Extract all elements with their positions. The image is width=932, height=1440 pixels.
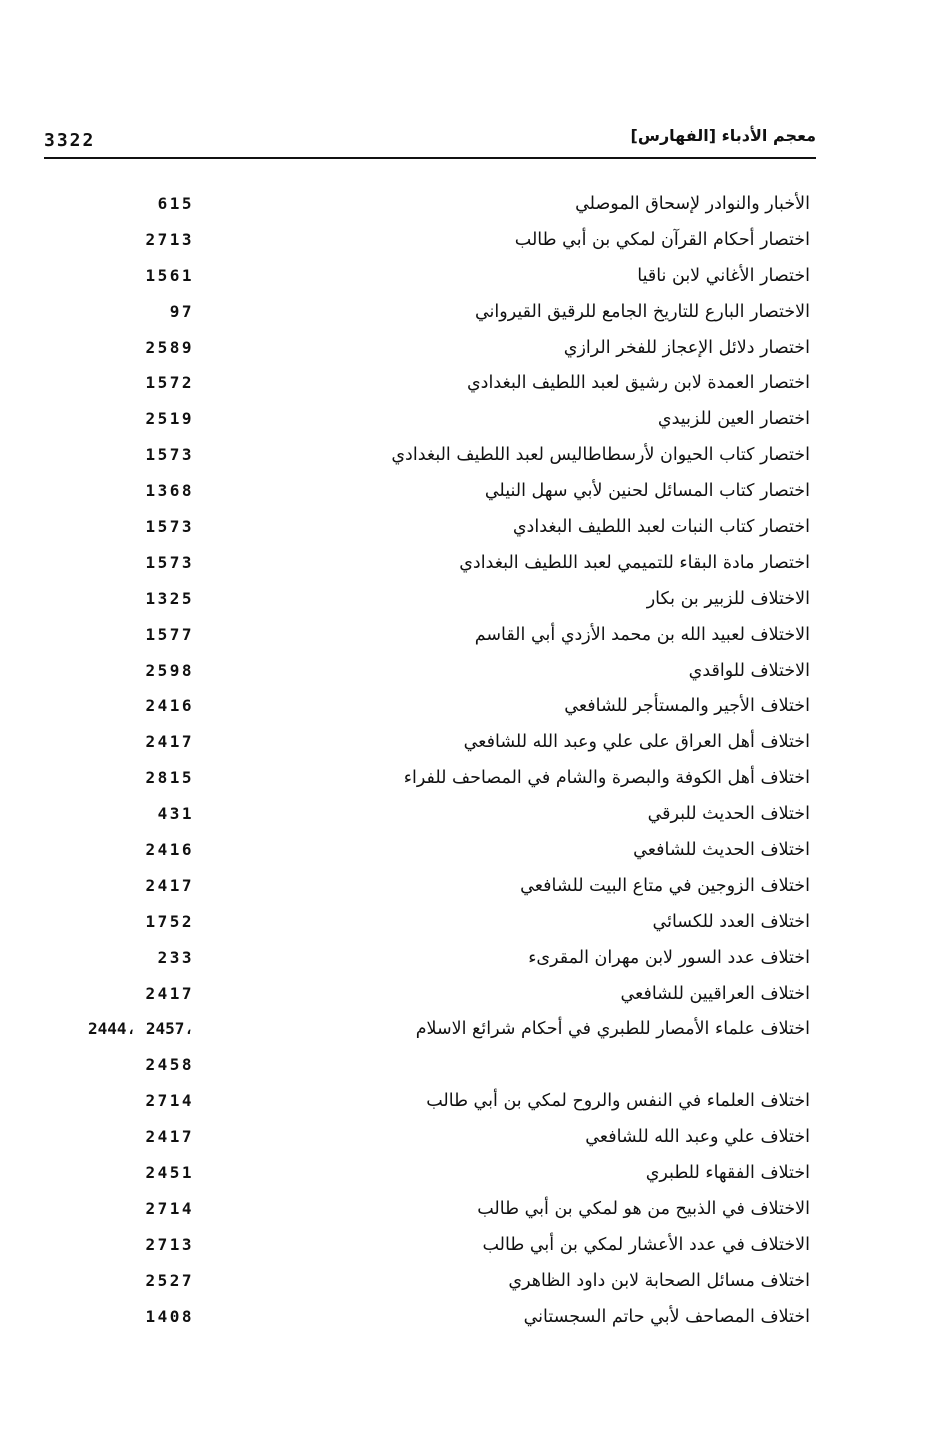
entry-title: اختصار دلائل الإعجاز للفخر الرازي <box>563 337 810 358</box>
entry-title: اختلاف المصاحف لأبي حاتم السجستاني <box>523 1306 810 1327</box>
entry-title: اختلاف العدد للكسائي <box>652 911 810 932</box>
entry-title: الاختلاف في عدد الأعشار لمكي بن أبي طالب <box>482 1234 810 1255</box>
page-reference: 2416 <box>145 840 194 860</box>
entry-pages <box>145 904 194 940</box>
page-reference: 2589 <box>145 337 194 357</box>
entry-title: اختصار كتاب النبات لعبد اللطيف البغدادي <box>512 517 810 538</box>
page-reference: 233 <box>157 947 194 967</box>
entry-pages <box>145 1119 194 1155</box>
entry-pages <box>145 868 194 904</box>
entry-pages <box>145 222 194 258</box>
index-entry <box>44 1299 816 1335</box>
entry-pages <box>158 186 194 222</box>
entry-title: اختصار كتاب الحيوان لأرسطاطاليس لعبد اللطيف البغدادي <box>391 445 810 466</box>
index-entry <box>44 294 816 330</box>
page-number: 3322 <box>44 130 96 151</box>
page-reference: 1752 <box>145 911 194 931</box>
entry-pages <box>88 1011 194 1083</box>
entry-pages <box>145 1227 194 1263</box>
index-entry <box>44 401 816 437</box>
page-reference: 2451 <box>145 1163 194 1183</box>
entry-pages <box>145 1083 194 1119</box>
page-reference: 2713 <box>145 1234 194 1254</box>
entry-pages <box>145 976 194 1012</box>
entry-pages <box>145 473 194 509</box>
page-reference: 1561 <box>145 265 194 285</box>
entry-pages <box>145 832 194 868</box>
page-reference: 2527 <box>145 1270 194 1290</box>
entry-pages <box>145 365 194 401</box>
page-reference: 2714 <box>145 1091 194 1111</box>
index-entry <box>44 1011 816 1083</box>
page-reference: 1408 <box>145 1306 194 1326</box>
page-reference: 615 <box>157 194 194 213</box>
entry-pages <box>145 401 194 437</box>
entry-pages <box>145 437 194 473</box>
page-reference: 2417 <box>145 875 194 895</box>
page-reference: 1325 <box>145 588 194 608</box>
entry-pages <box>145 330 194 366</box>
entry-title: اختلاف الحديث للشافعي <box>633 840 810 861</box>
entry-title: اختلاف الحديث للبرقي <box>647 804 810 825</box>
entry-title: اختلاف الزوجين في متاع البيت للشافعي <box>520 875 810 896</box>
entry-pages <box>145 258 194 294</box>
entry-title: اختصار أحكام القرآن لمكي بن أبي طالب <box>514 229 810 250</box>
entry-title: اختصار العمدة لابن رشيق لعبد اللطيف البغدادي <box>466 373 810 394</box>
page-reference: 1577 <box>145 624 194 644</box>
entry-title: اختصار الأغاني لابن ناقيا <box>637 265 810 286</box>
entry-pages <box>145 617 194 653</box>
entry-title: الاختلاف في الذبيح من هو لمكي بن أبي طالب <box>477 1198 810 1219</box>
index-entry <box>44 832 816 868</box>
page-reference: 431 <box>157 804 194 824</box>
index-entry <box>44 688 816 724</box>
entry-pages <box>145 688 194 724</box>
index-entry <box>44 1263 816 1299</box>
entry-title: اختصار العين للزبيدي <box>657 409 810 430</box>
page-reference: 2713 <box>145 229 194 249</box>
index-entry <box>44 976 816 1012</box>
page-reference: 97 <box>169 301 194 321</box>
page-reference: 1368 <box>145 481 194 501</box>
page-reference: 2417 <box>145 983 194 1003</box>
page-reference: 1572 <box>145 373 194 393</box>
index-entry <box>44 1227 816 1263</box>
entry-title: اختلاف مسائل الصحابة لابن داود الظاهري <box>508 1270 810 1291</box>
page-reference: 2444، 2457، <box>88 1019 194 1039</box>
index-entry <box>44 509 816 545</box>
entry-pages <box>145 653 194 689</box>
entry-pages <box>158 940 194 976</box>
index-entry <box>44 904 816 940</box>
entry-title: اختلاف الأجير والمستأجر للشافعي <box>564 696 810 717</box>
index-entry <box>44 868 816 904</box>
entry-title: اختصار مادة البقاء للتميمي لعبد اللطيف البغدادي <box>459 552 810 573</box>
entry-pages <box>145 509 194 545</box>
entry-pages <box>145 760 194 796</box>
entry-title: اختلاف علماء الأمصار للطبري في أحكام شرائع الاسلام <box>415 1019 810 1040</box>
index-list <box>44 186 816 1335</box>
index-entry <box>44 330 816 366</box>
entry-title: اختلاف عدد السور لابن مهران المقرىء <box>528 947 810 968</box>
index-entry <box>44 1119 816 1155</box>
entry-pages <box>145 1155 194 1191</box>
index-entry <box>44 760 816 796</box>
page-reference: 2417 <box>145 1127 194 1147</box>
index-entry <box>44 1191 816 1227</box>
running-title: معجم الأدباء [الفهارس] <box>630 126 816 145</box>
page-reference: 2519 <box>145 409 194 429</box>
index-entry <box>44 186 816 222</box>
entry-title: الاختصار البارع للتاريخ الجامع للرقيق القيرواني <box>474 301 810 322</box>
index-entry <box>44 1155 816 1191</box>
entry-pages <box>145 545 194 581</box>
entry-title: اختلاف العراقيين للشافعي <box>620 983 810 1004</box>
entry-pages <box>145 724 194 760</box>
entry-title: اختلاف علي وعبد الله للشافعي <box>585 1127 810 1148</box>
entry-pages <box>158 796 194 832</box>
page-reference: 2598 <box>145 660 194 680</box>
entry-pages <box>145 1191 194 1227</box>
entry-pages <box>145 1299 194 1335</box>
index-entry <box>44 365 816 401</box>
index-entry <box>44 1083 816 1119</box>
entry-pages <box>145 1263 194 1299</box>
entry-title: الاختلاف لعبيد الله بن محمد الأزدي أبي القاسم <box>474 624 810 645</box>
entry-title: اختلاف أهل العراق على علي وعبد الله للشافعي <box>463 732 810 753</box>
index-entry <box>44 581 816 617</box>
index-entry <box>44 222 816 258</box>
entry-title: الأخبار والنوادر لإسحاق الموصلي <box>575 194 810 214</box>
page-reference: 1573 <box>145 552 194 572</box>
page-reference: 1573 <box>145 517 194 537</box>
index-entry <box>44 653 816 689</box>
header-rule <box>44 157 816 159</box>
page-reference: 1573 <box>145 445 194 465</box>
index-entry <box>44 796 816 832</box>
page-reference: 2815 <box>145 768 194 788</box>
index-entry <box>44 724 816 760</box>
index-entry <box>44 258 816 294</box>
entry-title: الاختلاف للزبير بن بكار <box>646 588 810 609</box>
entry-title: الاختلاف للواقدي <box>688 660 810 681</box>
entry-title: اختصار كتاب المسائل لحنين لأبي سهل النيلي <box>484 481 810 502</box>
entry-title: اختلاف العلماء في النفس والروح لمكي بن أبي طالب <box>426 1091 810 1112</box>
page-header <box>44 124 816 158</box>
page-reference: 2417 <box>145 732 194 752</box>
page-reference: 2458 <box>145 1055 194 1075</box>
index-entry <box>44 617 816 653</box>
index-entry <box>44 437 816 473</box>
index-entry <box>44 545 816 581</box>
entry-pages <box>145 581 194 617</box>
page-reference: 2714 <box>145 1198 194 1218</box>
page-reference: 2416 <box>145 696 194 716</box>
entry-pages <box>170 294 194 330</box>
entry-title: اختلاف الفقهاء للطبري <box>645 1163 810 1184</box>
index-entry <box>44 940 816 976</box>
entry-title: اختلاف أهل الكوفة والبصرة والشام في المصاحف للفراء <box>403 768 810 789</box>
index-entry <box>44 473 816 509</box>
